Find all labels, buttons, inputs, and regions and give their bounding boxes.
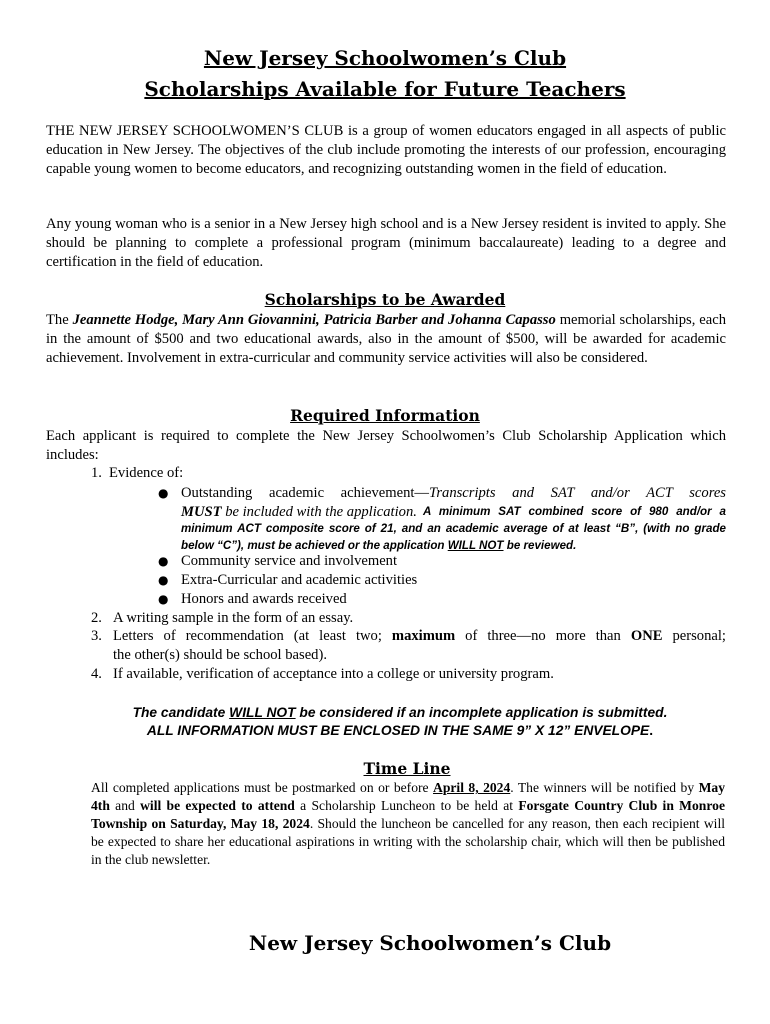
footer-title: New Jersey Schoolwomen’s Club bbox=[248, 931, 612, 955]
timeline-paragraph: All completed applications must be postmarked on or before April 8, 2024. The winners will be notified by May 4th and will be expected to attend a Scholarship Luncheon to be held at Forsgate Country Club in Monroe Township on Saturday, May 18, 2024. Should the luncheon be cancelled for any reason, then each recipient will be expected to share her educational aspirations in writing with the scholarship chair, which will then be published in the club newsletter. bbox=[91, 780, 725, 867]
list-item-writing: A writing sample in the form of an essay. bbox=[113, 610, 354, 626]
list-item-letters: Letters of recommendation (at least two; maximum of three—no more than ONE personal; bbox=[113, 628, 726, 644]
bullet-honors: Honors and awards received bbox=[181, 591, 347, 607]
intro-paragraph: THE NEW JERSEY SCHOOLWOMEN’S CLUB is a group of women educators engaged in all aspects of public education in New Jersey. The objectives of the club include promoting the interests of our profession, encouraging capable young women to become educators, and recognizing outstanding women in the field of education. bbox=[46, 123, 726, 177]
list-item-acceptance: If available, verification of acceptance into a college or university program. bbox=[113, 666, 554, 682]
bullet-icon: ● bbox=[158, 573, 169, 587]
bullet-academic: Outstanding academic achievement—Transcripts and SAT and/or ACT scores bbox=[181, 485, 726, 501]
timeline-heading: Time Line bbox=[363, 759, 451, 778]
list-item-letters-line2: the other(s) should be school based). bbox=[113, 647, 327, 663]
envelope-warning: ALL INFORMATION MUST BE ENCLOSED IN THE SAME 9” X 12” ENVELOPE. bbox=[146, 723, 654, 738]
bullet-extracurricular: Extra-Curricular and academic activities bbox=[181, 572, 418, 588]
required-heading: Required Information bbox=[290, 406, 480, 425]
score-requirement-note: A minimum SAT combined score of 980 and/or a minimum ACT composite score of 21, and an academic average of at least “B”, (with no grade below “C”), must be achieved or the application WILL NOT be reviewed. bbox=[181, 505, 726, 552]
bullet-community: Community service and involvement bbox=[181, 553, 398, 569]
memorial-names: Jeannette Hodge, Mary Ann Giovannini, Patricia Barber and Johanna Capasso bbox=[72, 312, 556, 328]
required-intro: Each applicant is required to complete the New Jersey Schoolwomen’s Club Scholarship Application which includes: bbox=[46, 428, 726, 463]
bullet-icon: ● bbox=[158, 554, 169, 568]
page-subtitle: Scholarships Available for Future Teachers bbox=[144, 77, 626, 101]
list-number-1: 1. bbox=[91, 465, 102, 481]
deadline-date: April 8, 2024 bbox=[433, 780, 511, 795]
list-number-3: 3. bbox=[91, 628, 102, 644]
bullet-icon: ● bbox=[158, 592, 169, 606]
list-item-evidence: Evidence of: bbox=[109, 465, 184, 481]
bullet-academic-line2: MUST be included with the application. bbox=[181, 504, 417, 520]
scholarships-heading: Scholarships to be Awarded bbox=[264, 290, 506, 309]
list-number-2: 2. bbox=[91, 610, 102, 626]
eligibility-paragraph: Any young woman who is a senior in a New Jersey high school and is a New Jersey resident is invited to apply. She should be planning to complete a professional program (minimum baccalaureate) leading to a degree and certification in the field of education. bbox=[46, 216, 726, 270]
list-number-4: 4. bbox=[91, 666, 102, 682]
page-title: New Jersey Schoolwomen’s Club bbox=[203, 46, 567, 70]
incomplete-warning: The candidate WILL NOT be considered if an incomplete application is submitted. bbox=[132, 705, 668, 720]
scholarships-paragraph: The Jeannette Hodge, Mary Ann Giovannini, Patricia Barber and Johanna Capasso memorial scholarships, each in the amount of $500 and two educational awards, also in the amount of $500, will be awarded for academic achievement. Involvement in extra-curricular and community service activities will also be considered. bbox=[46, 312, 726, 366]
bullet-icon: ● bbox=[158, 486, 169, 500]
